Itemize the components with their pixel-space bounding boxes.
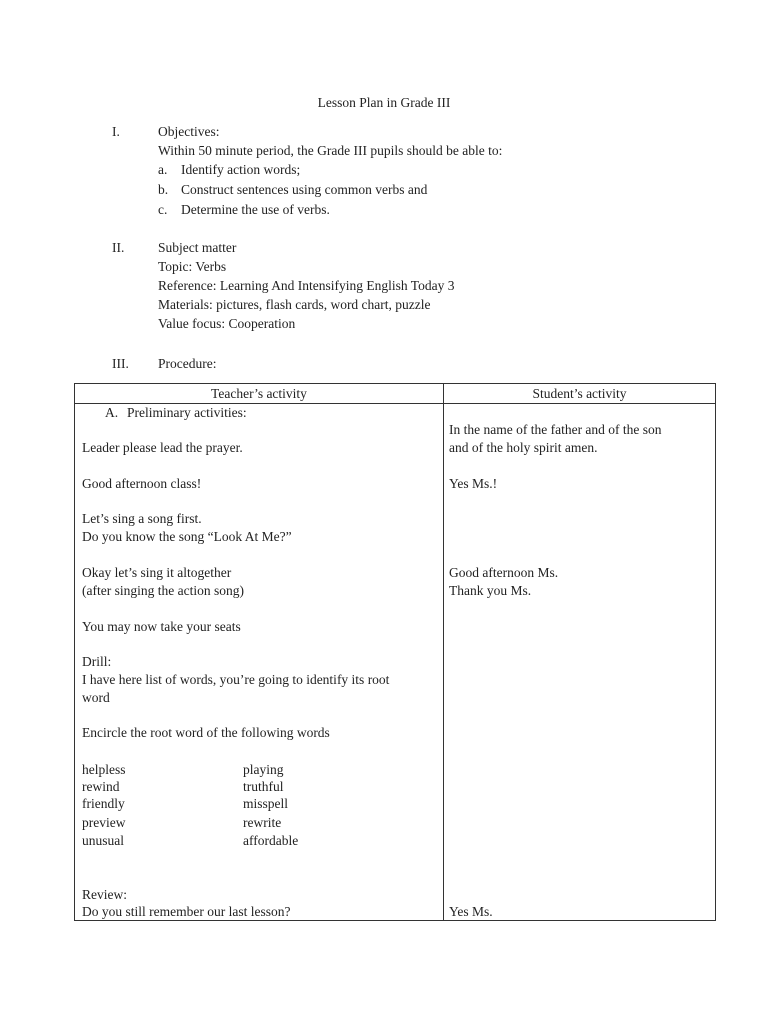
section-marker: A. bbox=[105, 405, 119, 420]
objective-item-a: Identify action words; bbox=[181, 162, 301, 177]
student-line: In the name of the father and of the son bbox=[449, 422, 662, 437]
teacher-line: Let’s sing a song first. bbox=[82, 511, 202, 526]
teacher-line: Encircle the root word of the following words bbox=[82, 725, 330, 740]
word-list-item: preview bbox=[82, 815, 126, 830]
objectives-intro: Within 50 minute period, the Grade III pupils should be able to: bbox=[158, 143, 503, 158]
objective-marker-c: c. bbox=[158, 202, 168, 217]
objective-item-c: Determine the use of verbs. bbox=[181, 202, 330, 217]
procedure-heading: Procedure: bbox=[158, 356, 217, 371]
word-list-item: misspell bbox=[243, 796, 289, 811]
table-column-divider bbox=[443, 384, 444, 920]
subject-matter-numeral: II. bbox=[112, 240, 125, 255]
teacher-line: word bbox=[82, 690, 110, 705]
procedure-table bbox=[74, 383, 716, 921]
objective-marker-a: a. bbox=[158, 162, 168, 177]
objectives-heading: Objectives: bbox=[158, 124, 220, 139]
teacher-line: Do you know the song “Look At Me?” bbox=[82, 529, 292, 544]
objectives-numeral: I. bbox=[112, 124, 120, 139]
student-line: and of the holy spirit amen. bbox=[449, 440, 598, 455]
objective-item-b: Construct sentences using common verbs and bbox=[181, 182, 428, 197]
teacher-line: You may now take your seats bbox=[82, 619, 241, 634]
word-list-item: rewind bbox=[82, 779, 120, 794]
student-line: Yes Ms.! bbox=[449, 476, 498, 491]
teacher-line: Leader please lead the prayer. bbox=[82, 440, 243, 455]
teacher-line: Do you still remember our last lesson? bbox=[82, 904, 291, 919]
teacher-line: Okay let’s sing it altogether bbox=[82, 565, 232, 580]
subject-matter-heading: Subject matter bbox=[158, 240, 237, 255]
word-list-item: unusual bbox=[82, 833, 124, 848]
student-line: Good afternoon Ms. bbox=[449, 565, 559, 580]
drill-label: Drill: bbox=[82, 654, 112, 669]
subject-materials: Materials: pictures, flash cards, word chart, puzzle bbox=[158, 297, 431, 312]
subject-value-focus: Value focus: Cooperation bbox=[158, 316, 296, 331]
word-list-item: friendly bbox=[82, 796, 125, 811]
word-list-item: playing bbox=[243, 762, 284, 777]
subject-topic: Topic: Verbs bbox=[158, 259, 227, 274]
teacher-line: (after singing the action song) bbox=[82, 583, 244, 598]
document-title: Lesson Plan in Grade III bbox=[317, 95, 451, 110]
teacher-activity-header: Teacher’s activity bbox=[211, 386, 307, 401]
teacher-line: I have here list of words, you’re going to identify its root bbox=[82, 672, 390, 687]
student-line: Yes Ms. bbox=[449, 904, 493, 919]
teacher-line: Good afternoon class! bbox=[82, 476, 202, 491]
section-title: Preliminary activities: bbox=[127, 405, 247, 420]
subject-reference: Reference: Learning And Intensifying English Today 3 bbox=[158, 278, 455, 293]
word-list-item: affordable bbox=[243, 833, 299, 848]
word-list-item: helpless bbox=[82, 762, 126, 777]
student-activity-header: Student’s activity bbox=[532, 386, 627, 401]
word-list-item: rewrite bbox=[243, 815, 282, 830]
procedure-numeral: III. bbox=[112, 356, 129, 371]
word-list-item: truthful bbox=[243, 779, 284, 794]
review-label: Review: bbox=[82, 887, 127, 902]
objective-marker-b: b. bbox=[158, 182, 169, 197]
student-line: Thank you Ms. bbox=[449, 583, 532, 598]
